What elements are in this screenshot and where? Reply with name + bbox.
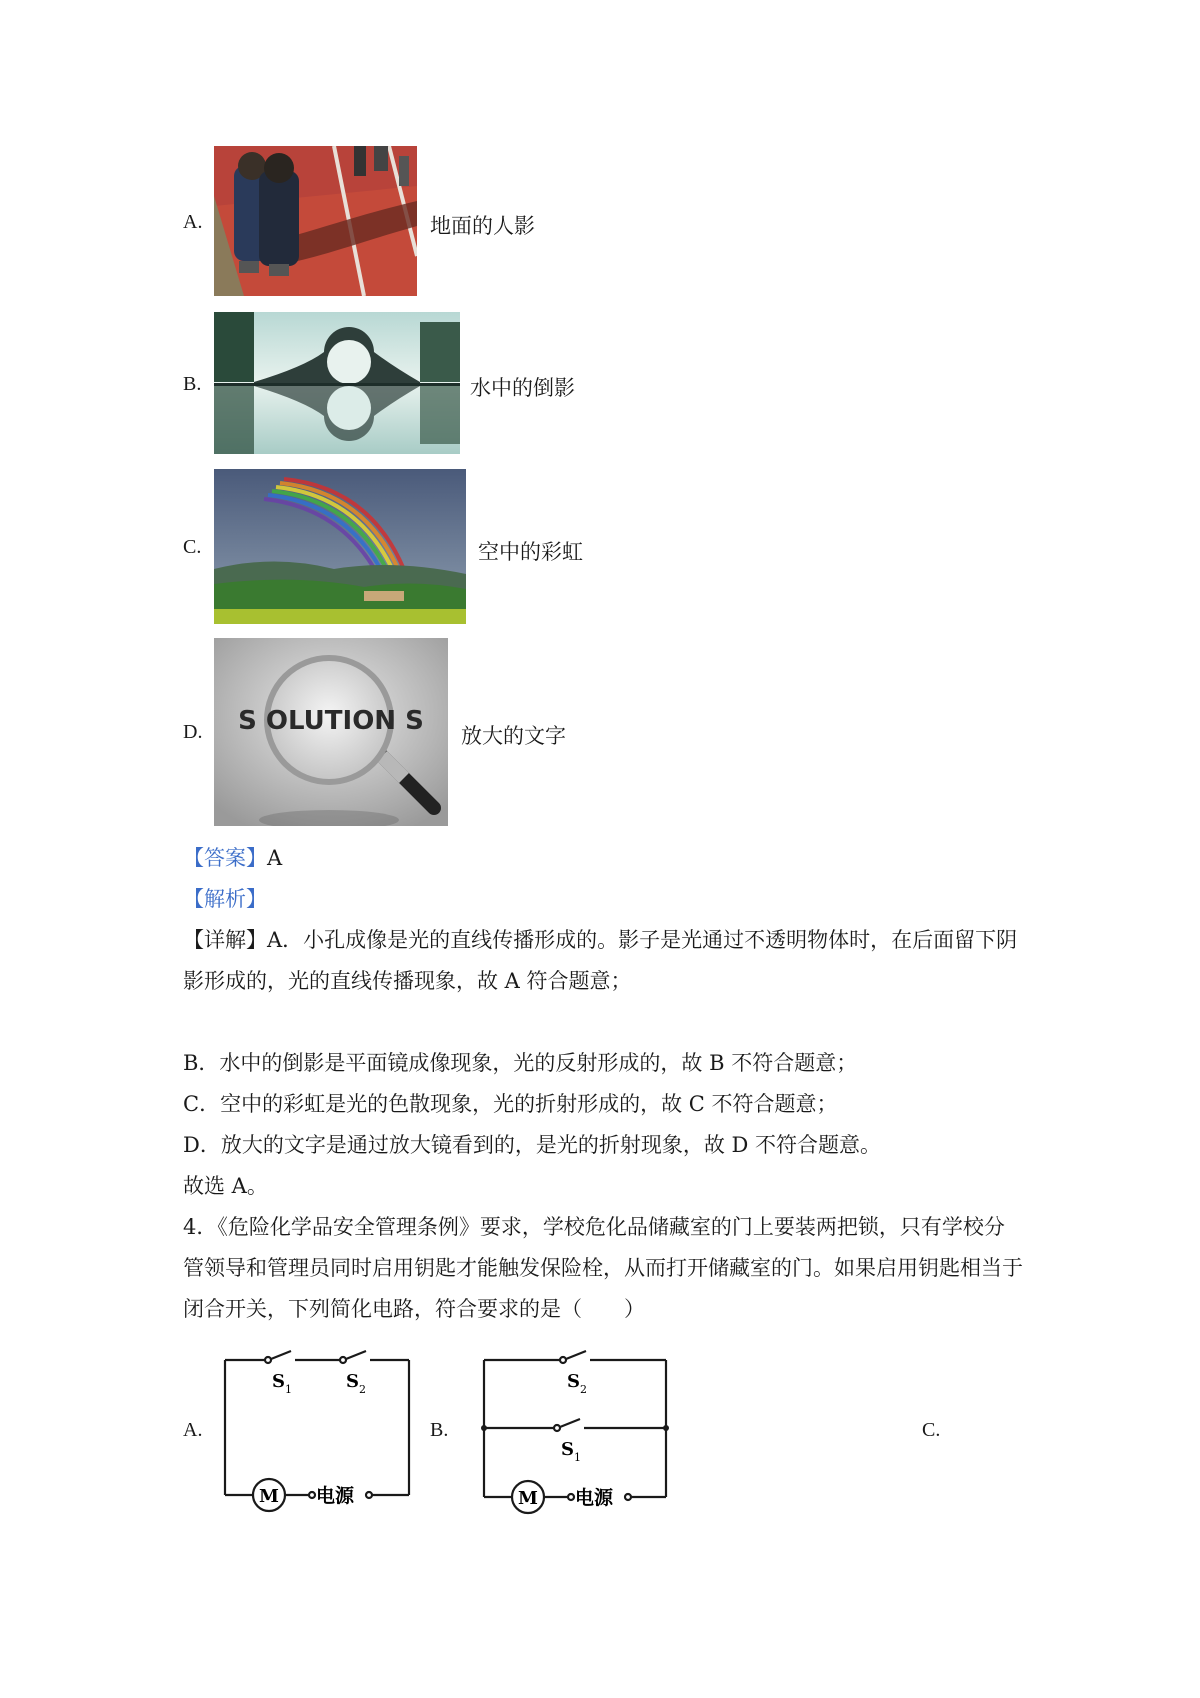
circuit-a-s1: S: [272, 1371, 285, 1392]
question4-line-1: 4．《危险化学品安全管理条例》要求，学校危化品储藏室的门上要装两把锁，只有学校分: [183, 1215, 1005, 1239]
circuit-b-s2-sub: 2: [580, 1383, 587, 1396]
analysis-label: 【解析】: [183, 887, 267, 911]
circuit-a-letter: A.: [183, 1419, 203, 1441]
circuit-b-s1-sub: 1: [574, 1451, 581, 1464]
photo-bridge-reflection: [214, 312, 460, 454]
circuit-a-diagram: [215, 1345, 415, 1520]
circuit-a-power: 电源: [316, 1485, 355, 1507]
detail-line-b: B．水中的倒影是平面镜成像现象，光的反射形成的，故 B 不符合题意；: [183, 1051, 858, 1075]
option-c-caption: 空中的彩虹: [478, 540, 583, 564]
photo-ground-shadows: [214, 146, 417, 296]
detail-line-2: 影形成的，光的直线传播现象，故 A 符合题意；: [183, 969, 632, 993]
question4-line-3: 闭合开关，下列简化电路，符合要求的是（ ）: [183, 1297, 645, 1321]
detail-line-1: 【详解】A．小孔成像是光的直线传播形成的。影子是光通过不透明物体时，在后面留下阴: [183, 928, 1018, 952]
circuit-b-power: 电源: [575, 1487, 614, 1509]
detail-line-d: D．放大的文字是通过放大镜看到的，是光的折射现象，故 D 不符合题意。: [183, 1133, 882, 1157]
question4-line-2: 管领导和管理员同时启用钥匙才能触发保险栓，从而打开储藏室的门。如果启用钥匙相当于: [183, 1256, 1023, 1280]
detail-line-c: C．空中的彩虹是光的色散现象，光的折射形成的，故 C 不符合题意；: [183, 1092, 838, 1116]
circuit-b-s2: S: [567, 1371, 580, 1392]
option-c-letter: C.: [183, 536, 202, 558]
answer-value: A: [267, 846, 283, 870]
photo-magnifier: [214, 638, 448, 826]
detail-conclusion: 故选 A。: [183, 1174, 268, 1198]
circuit-a-s2-sub: 2: [359, 1383, 366, 1396]
option-b-caption: 水中的倒影: [470, 376, 575, 400]
option-d-letter: D.: [183, 721, 203, 743]
circuit-b-letter: B.: [430, 1419, 449, 1441]
answer-line: [183, 842, 282, 872]
option-a-letter: A.: [183, 211, 203, 233]
circuit-a-s1-sub: 1: [285, 1383, 292, 1396]
circuit-a-motor: M: [259, 1486, 279, 1507]
option-b-letter: B.: [183, 373, 202, 395]
circuit-c-letter: C.: [922, 1419, 941, 1441]
circuit-b-s1: S: [561, 1439, 574, 1460]
circuit-b-diagram: [474, 1345, 674, 1523]
option-d-caption: 放大的文字: [461, 724, 566, 748]
circuit-b-motor: M: [518, 1488, 538, 1509]
answer-label: 【答案】: [183, 846, 267, 870]
magnifier-text: S OLUTION S: [238, 706, 424, 736]
option-a-caption: 地面的人影: [430, 214, 535, 238]
circuit-a-s2: S: [346, 1371, 359, 1392]
photo-rainbow: [214, 469, 466, 624]
